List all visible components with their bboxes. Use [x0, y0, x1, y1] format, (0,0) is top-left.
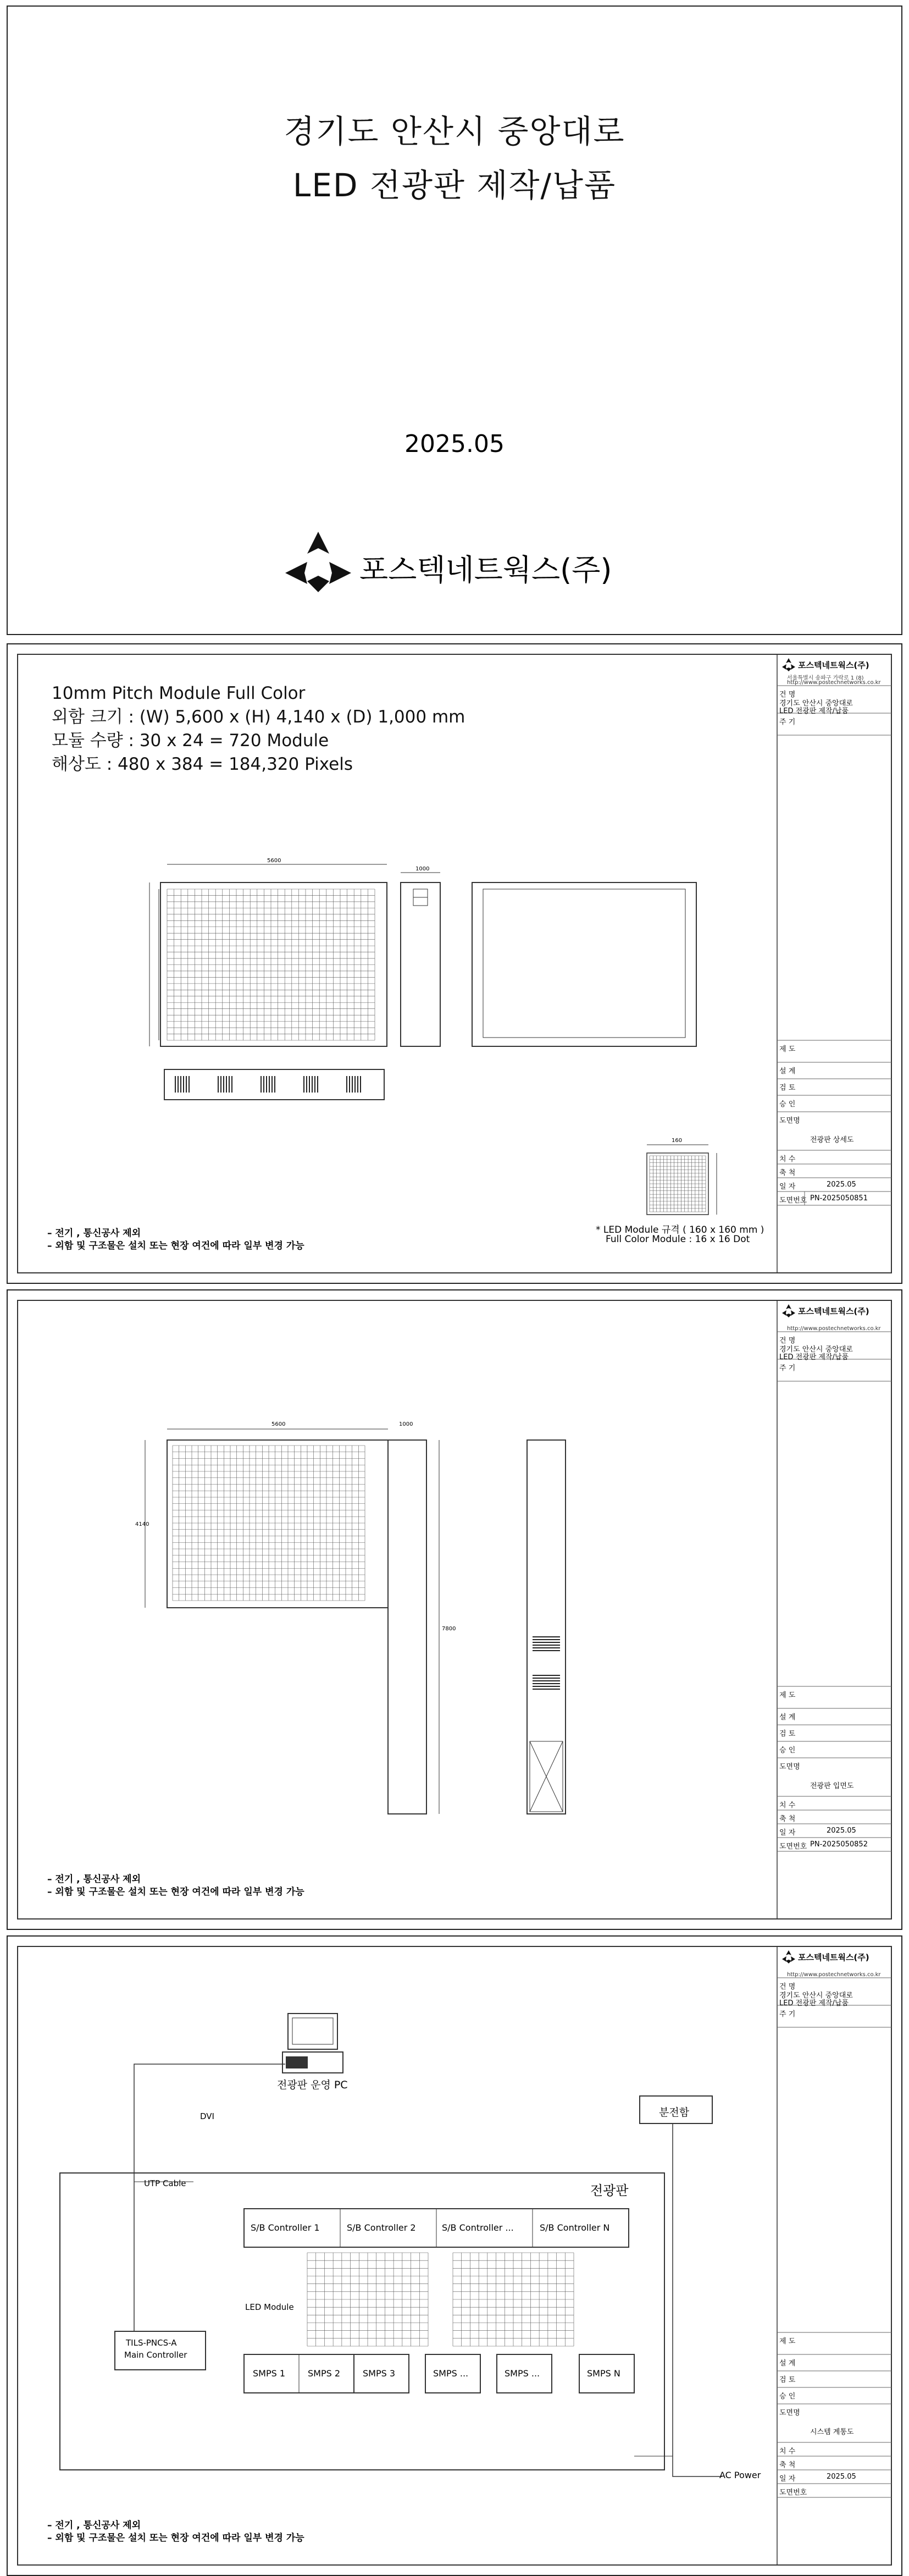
main-controller-model: TILS-PNCS-A [126, 2338, 177, 2348]
dvi-label: DVI [200, 2111, 214, 2121]
tb-web: http://www.postechnetworks.co.kr [787, 1972, 881, 1978]
tb-date-label: 일 자 [779, 2475, 796, 2483]
smps-1: SMPS 1 [253, 2368, 286, 2379]
controller-2: S/B Controller 2 [347, 2222, 416, 2233]
ac-power-label: AC Power [719, 2470, 761, 2480]
dim-w: 5600 [271, 1421, 286, 1427]
tb-dwg-title-label: 도면명 [779, 2409, 800, 2417]
note-line2: – 외함 및 구조물은 설치 또는 현장 여건에 따라 일부 변경 가능 [47, 2533, 304, 2544]
drawing-sheet-3 [7, 1935, 902, 2576]
company-logo-icon [781, 1304, 796, 1318]
tb-note-label: 주 기 [779, 718, 796, 726]
tb-size-label: 치 수 [779, 1155, 796, 1163]
tb-date-label: 일 자 [779, 1183, 796, 1191]
dim-h: 4140 [135, 1521, 149, 1527]
utp-label: UTP Cable [144, 2178, 186, 2188]
spec-pitch: 10mm Pitch Module Full Color [52, 683, 306, 703]
pc-label: 전광판 운영 PC [277, 2079, 348, 2091]
tb-sheet-label: 도면번호 [779, 1196, 807, 1205]
tb-project-label: 건 명 [779, 1337, 796, 1345]
smps-2: SMPS 2 [308, 2368, 341, 2379]
dim-mod-w: 160 [672, 1138, 683, 1144]
company-logo-icon [282, 529, 354, 595]
note-line1: – 전기 , 통신공사 제외 [47, 2520, 141, 2531]
led-module-label: LED Module [245, 2302, 294, 2312]
cover-sheet [7, 5, 902, 635]
cover-company-logo [282, 529, 634, 595]
tb-date: 2025.05 [827, 1181, 856, 1189]
note-line1: – 전기 , 통신공사 제외 [47, 1228, 141, 1239]
spec-resolution: 해상도 : 480 x 384 = 184,320 Pixels [52, 754, 353, 774]
tb-dwg-title: 시스템 계통도 [810, 2428, 854, 2436]
tb-project-line1: 경기도 안산시 중앙대로 [779, 1345, 853, 1354]
cover-title-line1: 경기도 안산시 중앙대로 [284, 113, 625, 150]
tb-checked-label: 검 토 [779, 2376, 796, 2384]
controller-3: S/B Controller ... [442, 2222, 514, 2233]
tb-note-label: 주 기 [779, 1364, 796, 1372]
tb-size-label: 치 수 [779, 1801, 796, 1810]
tb-scale-label: 축 척 [779, 1169, 796, 1177]
tb-project-line1: 경기도 안산시 중앙대로 [779, 1992, 853, 2000]
tb-size-label: 치 수 [779, 2447, 796, 2456]
smps-3: SMPS 3 [363, 2368, 396, 2379]
tb-approved-label: 승 인 [779, 1100, 796, 1108]
smps-n: SMPS N [587, 2368, 620, 2379]
smps-4: SMPS ... [433, 2368, 469, 2379]
dim-depth: 1000 [415, 866, 430, 872]
tb-approved-label: 승 인 [779, 1746, 796, 1755]
tb-checked-label: 검 토 [779, 1730, 796, 1738]
drawing-sheet-1 [7, 643, 902, 1284]
tb-note-label: 주 기 [779, 2010, 796, 2018]
module-note-2: Full Color Module : 16 x 16 Dot [606, 1234, 750, 1245]
controller-n: S/B Controller N [540, 2222, 610, 2233]
tb-company: 포스텍네트웍스(주) [798, 1952, 869, 1962]
sheet2-frame [8, 1290, 901, 1929]
tb-dwg-title-label: 도면명 [779, 1763, 800, 1771]
spec-modules: 모듈 수량 : 30 x 24 = 720 Module [52, 731, 329, 751]
controller-1: S/B Controller 1 [251, 2222, 320, 2233]
cover-title-line2: LED 전광판 제작/납품 [292, 167, 617, 204]
tb-company: 포스텍네트웍스(주) [798, 660, 869, 670]
tb-project-line1: 경기도 안산시 중앙대로 [779, 699, 853, 708]
tb-sheet-no: PN-2025050851 [810, 1194, 868, 1202]
tb-drawn-label: 제 도 [779, 2337, 796, 2346]
tb-date: 2025.05 [827, 1827, 856, 1835]
tb-dwg-title: 전광판 입면도 [810, 1782, 854, 1790]
module-note-1: * LED Module 규격 ( 160 x 160 mm ) [596, 1224, 764, 1235]
board-title: 전광판 [590, 2183, 629, 2198]
tb-dwg-title-label: 도면명 [779, 1117, 800, 1125]
note-line1: – 전기 , 통신공사 제외 [47, 1874, 141, 1885]
note-line2: – 외함 및 구조물은 설치 또는 현장 여건에 따라 일부 변경 가능 [47, 1240, 304, 1251]
tb-project-line2: LED 전광판 제작/납품 [779, 707, 849, 715]
panel-label: 분전함 [659, 2106, 690, 2119]
tb-dwg-title: 전광판 상세도 [810, 1136, 854, 1144]
dim-total-w: 5600 [267, 858, 281, 864]
tb-sheet-label: 도면번호 [779, 1843, 807, 1851]
tb-designed-label: 설 계 [779, 1713, 796, 1722]
tb-designed-label: 설 계 [779, 1067, 796, 1075]
tb-drawn-label: 제 도 [779, 1045, 796, 1053]
tb-sheet-no: PN-2025050852 [810, 1840, 868, 1849]
tb-web: http://www.postechnetworks.co.kr [787, 680, 881, 686]
tb-project-label: 건 명 [779, 1983, 796, 1991]
tb-web: http://www.postechnetworks.co.kr [787, 1326, 881, 1332]
tb-checked-label: 검 토 [779, 1084, 796, 1092]
tb-date: 2025.05 [827, 2473, 856, 2481]
smps-5: SMPS ... [505, 2368, 540, 2379]
tb-project-label: 건 명 [779, 691, 796, 699]
tb-designed-label: 설 계 [779, 2359, 796, 2368]
dim-pole: 7800 [442, 1626, 456, 1632]
tb-address: 서울특별시 송파구 가락로 1 (8) [787, 675, 864, 681]
tb-scale-label: 축 척 [779, 1815, 796, 1823]
company-logo-icon [781, 1950, 796, 1964]
tb-project-line2: LED 전광판 제작/납품 [779, 1353, 849, 1361]
main-controller-label: Main Controller [124, 2350, 187, 2360]
sheet3-frame [8, 1937, 901, 2575]
note-line2: – 외함 및 구조물은 설치 또는 현장 여건에 따라 일부 변경 가능 [47, 1887, 304, 1897]
tb-sheet-label: 도면번호 [779, 2489, 807, 2497]
tb-approved-label: 승 인 [779, 2392, 796, 2401]
tb-scale-label: 축 척 [779, 2461, 796, 2469]
cover-date: 2025.05 [404, 430, 505, 458]
company-logo-icon [781, 658, 796, 672]
cover-company-name: 포스텍네트웍스(주) [359, 553, 612, 587]
drawing-sheet-2 [7, 1289, 902, 1930]
dim-d: 1000 [399, 1421, 413, 1427]
tb-date-label: 일 자 [779, 1829, 796, 1837]
tb-drawn-label: 제 도 [779, 1691, 796, 1700]
tb-project-line2: LED 전광판 제작/납품 [779, 1999, 849, 2007]
spec-enclosure: 외함 크기 : (W) 5,600 x (H) 4,140 x (D) 1,000 mm [52, 707, 465, 727]
tb-company: 포스텍네트웍스(주) [798, 1306, 869, 1316]
